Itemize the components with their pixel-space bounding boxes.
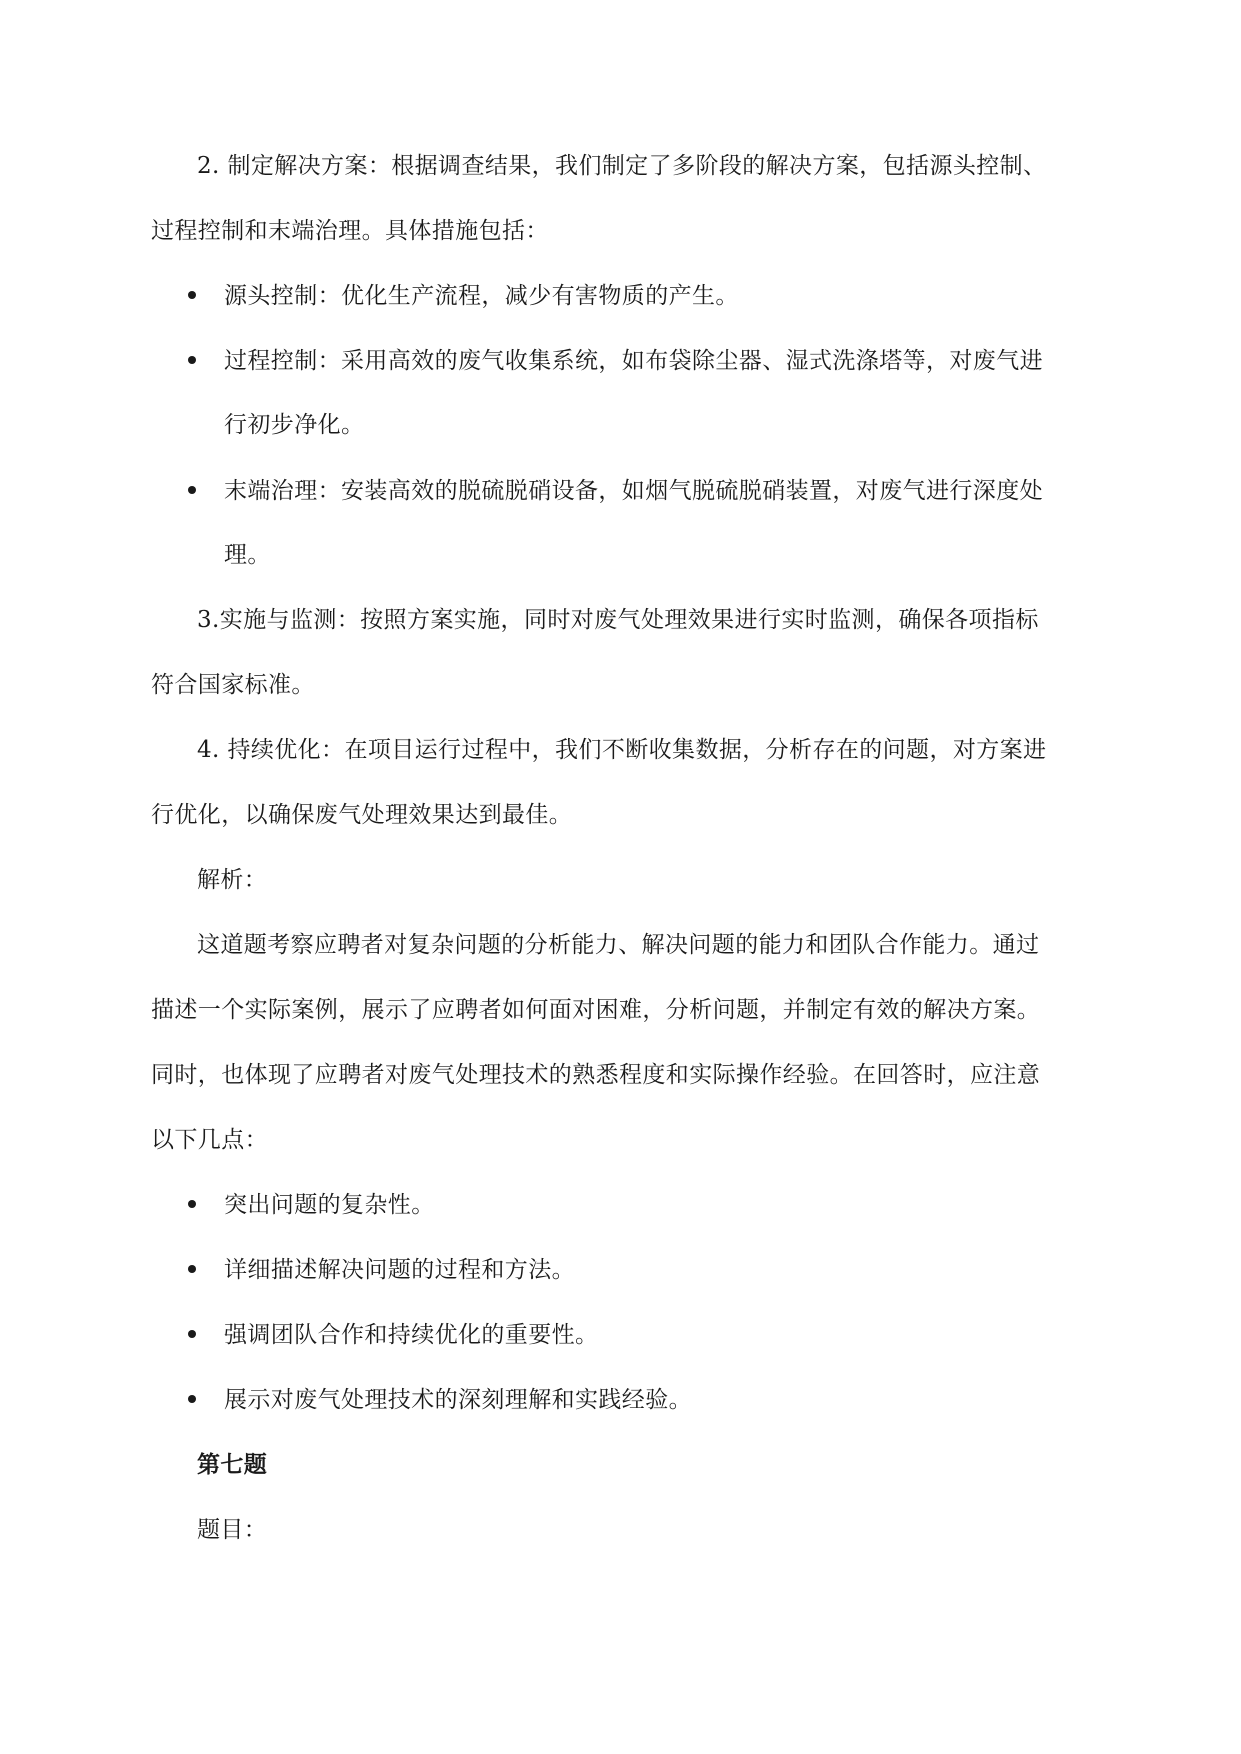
analysis-line2: 描述一个实际案例，展示了应聘者如何面对困难，分析问题，并制定有效的解决方案。 bbox=[151, 997, 1041, 1023]
bullet-icon bbox=[188, 356, 196, 364]
bullet-icon bbox=[188, 486, 196, 494]
measure-process-control-line2: 行初步净化。 bbox=[224, 412, 365, 438]
measure-end-treatment-line1: 末端治理：安装高效的脱硫脱硝设备，如烟气脱硫脱硝装置，对废气进行深度处 bbox=[224, 478, 1043, 504]
question-heading: 第七题 bbox=[197, 1451, 268, 1478]
point-teamwork: 强调团队合作和持续优化的重要性。 bbox=[224, 1322, 599, 1348]
measure-process-control-line1: 过程控制：采用高效的废气收集系统，如布袋除尘器、湿式洗涤塔等，对废气进 bbox=[224, 348, 1043, 374]
point-expertise: 展示对废气处理技术的深刻理解和实践经验。 bbox=[224, 1387, 692, 1413]
step3-line2: 符合国家标准。 bbox=[151, 672, 315, 698]
point-complexity: 突出问题的复杂性。 bbox=[224, 1192, 435, 1218]
bullet-icon bbox=[188, 1395, 196, 1403]
bullet-icon bbox=[188, 1200, 196, 1208]
question-label: 题目： bbox=[197, 1517, 268, 1543]
bullet-icon bbox=[188, 1265, 196, 1273]
step2-line1: 2. 制定解决方案：根据调查结果，我们制定了多阶段的解决方案，包括源头控制、 bbox=[197, 153, 1047, 179]
step4-line2: 行优化，以确保废气处理效果达到最佳。 bbox=[151, 802, 573, 828]
step4-line1: 4. 持续优化：在项目运行过程中，我们不断收集数据，分析存在的问题，对方案进 bbox=[197, 737, 1047, 763]
bullet-icon bbox=[188, 1330, 196, 1338]
measure-source-control: 源头控制：优化生产流程，减少有害物质的产生。 bbox=[224, 283, 739, 309]
point-process: 详细描述解决问题的过程和方法。 bbox=[224, 1257, 575, 1283]
analysis-line1: 这道题考察应聘者对复杂问题的分析能力、解决问题的能力和团队合作能力。通过 bbox=[197, 932, 1040, 958]
analysis-label: 解析： bbox=[197, 867, 268, 893]
analysis-line4: 以下几点： bbox=[151, 1127, 268, 1153]
step3-line1: 3.实施与监测：按照方案实施，同时对废气处理效果进行实时监测，确保各项指标 bbox=[197, 607, 1039, 633]
analysis-line3: 同时，也体现了应聘者对废气处理技术的熟悉程度和实际操作经验。在回答时，应注意 bbox=[151, 1062, 1041, 1088]
bullet-icon bbox=[188, 291, 196, 299]
step2-line2: 过程控制和末端治理。具体措施包括： bbox=[151, 218, 549, 244]
measure-end-treatment-line2: 理。 bbox=[224, 542, 271, 568]
